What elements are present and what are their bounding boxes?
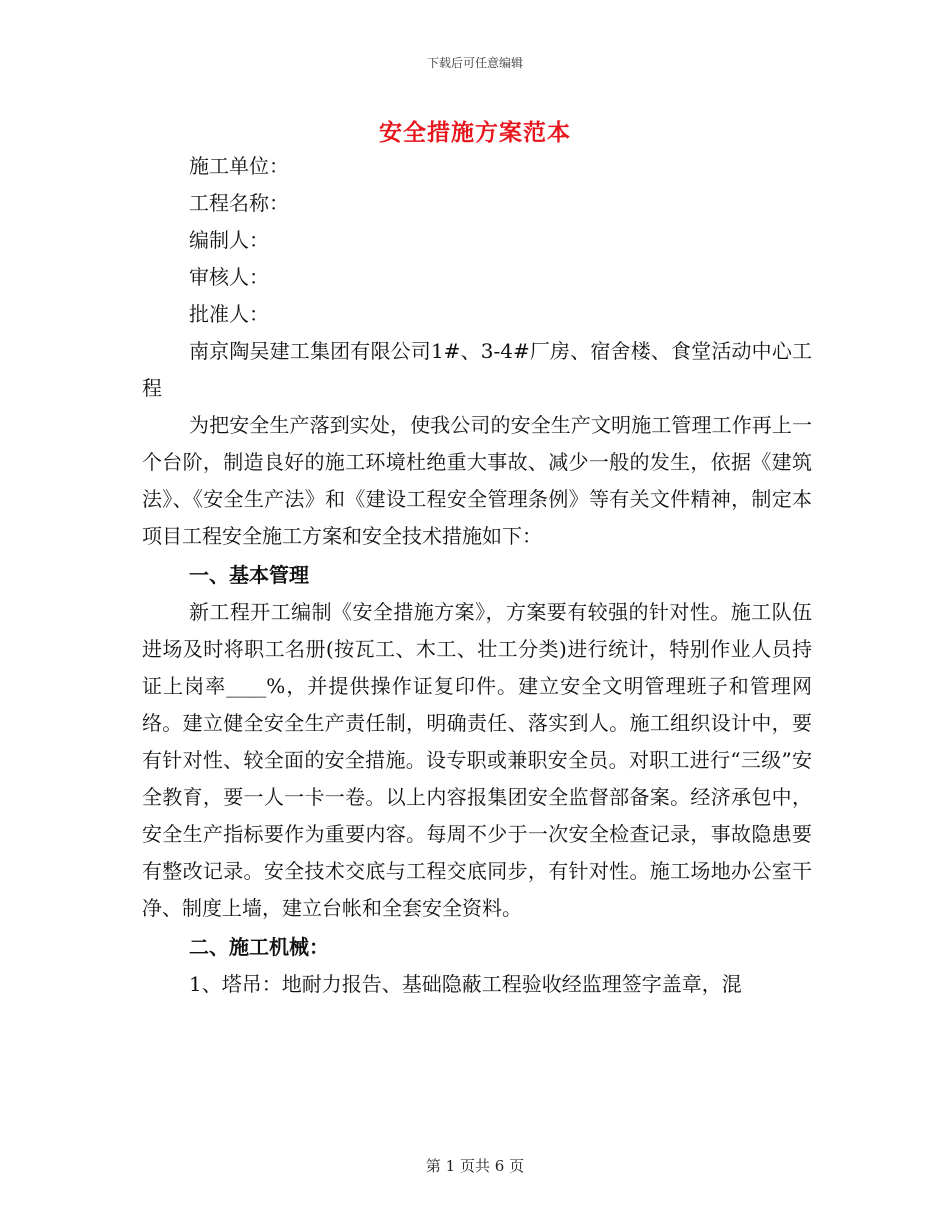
project-line: 南京陶吴建工集团有限公司1#、3-4#厂房、宿舍楼、食堂活动中心工程 <box>142 339 812 400</box>
page-footer: 第 1 页共 6 页 <box>425 1157 525 1175</box>
field-reviewer: 审核人： <box>189 265 269 289</box>
document-body <box>142 148 812 1003</box>
field-project-name: 工程名称： <box>189 191 289 215</box>
section1-heading: 一、基本管理 <box>189 563 309 587</box>
intro-paragraph: 为把安全生产落到实处，使我公司的安全生产文明施工管理工作再上一个台阶，制造良好的施工环境杜绝重大事故、减少一般的发生，依据《建筑法》、《安全生产法》和《建设工程安全管理条例》等有关文件精神，制定本项目工程安全施工方案和安全技术措施如下： <box>142 413 812 548</box>
section2-heading: 二、施工机械： <box>189 935 329 959</box>
header-note: 下载后可任意编辑 <box>426 56 523 70</box>
document-title: 安全措施方案范本 <box>379 119 571 146</box>
section2-item1: 1、塔吊：地耐力报告、基础隐蔽工程验收经监理签字盖章，混 <box>189 972 742 996</box>
field-approver: 批准人： <box>189 302 269 326</box>
field-construction-unit: 施工单位： <box>189 154 289 178</box>
field-compiler: 编制人： <box>189 228 269 252</box>
section1-body: 新工程开工编制《安全措施方案》，方案要有较强的针对性。施工队伍进场及时将职工名册(按瓦工、木工、壮工分类)进行统计，特别作业人员持证上岗率____%，并提供操作证复印件。建立安全文明管理班子和管理网络。建立健全安全生产责任制，明确责任、落实到人。施工组织设计中，要有针对性、较全面的安全措施。设专职或兼职安全员。对职工进行“三级”安全教育，要一人一卡一卷。以上内容报集团安全监督部备案。经济承包中，安全生产指标要作为重要内容。每周不少于一次安全检查记录，事故隐患要有整改记录。安全技术交底与工程交底同步，有针对性。施工场地办公室干净、制度上墙，建立台帐和全套安全资料。 <box>142 600 812 920</box>
